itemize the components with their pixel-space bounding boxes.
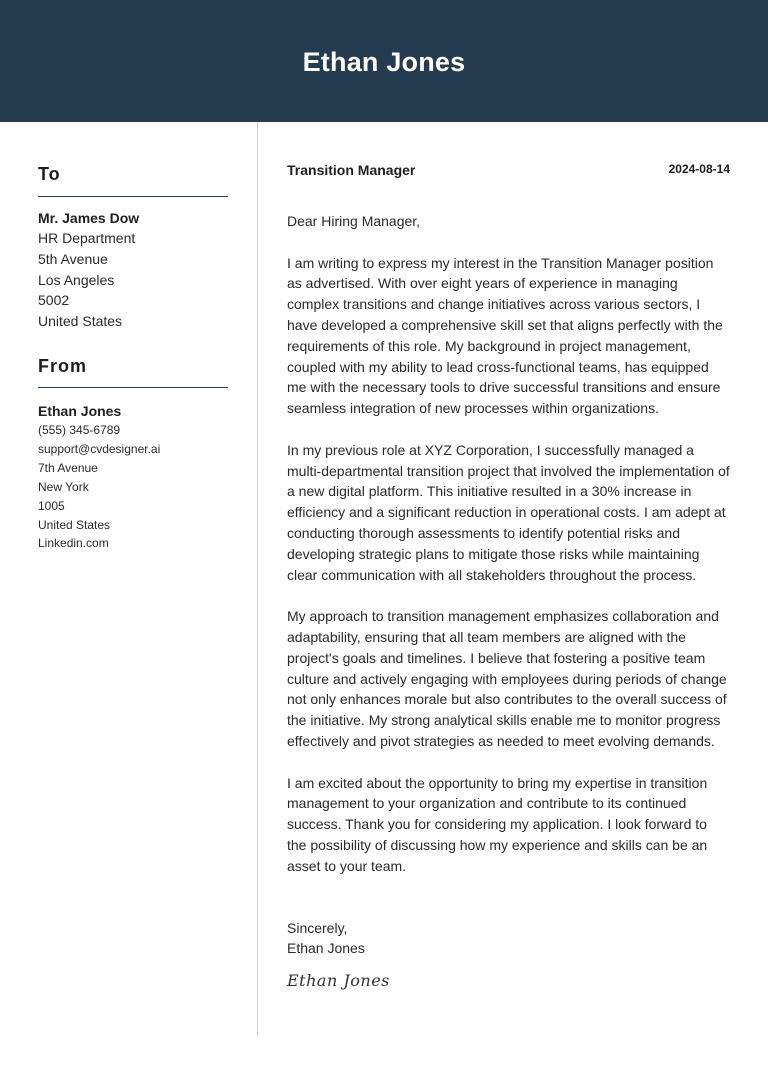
letter-date: 2024-08-14 <box>668 162 730 176</box>
from-section-rule <box>38 387 228 388</box>
recipient-city: Los Angeles <box>38 271 115 288</box>
closing: Sincerely, <box>287 919 348 936</box>
sender-email: support@cvdesigner.ai <box>38 441 161 456</box>
header-name: Ethan Jones <box>302 46 466 77</box>
recipient-block <box>38 208 139 332</box>
recipient-name: Mr. James Dow <box>38 210 140 226</box>
sender-linkedin: Linkedin.com <box>38 536 109 551</box>
paragraph-2: In my previous role at XYZ Corporation, I successfully managed a multi-departmental transition project that involved the implementation of a new digital platform. This initiative resulted in a 30% increase in efficiency and a significant reduction in operational costs. I am adept at conducting thorough assessments to identify potential risks and developing strategic plans to mitigate those risks while maintaining clear communication with all stakeholders throughout the process. <box>287 441 730 583</box>
handwritten-signature: Ethan Jones <box>287 971 390 991</box>
paragraph-1: I am writing to express my interest in the Transition Manager position as advertised. With over eight years of experience in managing complex transitions and change initiatives across various sectors, I have developed a comprehensive skill set that aligns perfectly with the requirements of this role. My background in project management, coupled with my ability to lead cross-functional teams, has equipped me with the necessary tools to drive successful transitions and ensure seamless integration of new processes within organizations. <box>287 254 723 417</box>
sender-phone: (555) 345-6789 <box>38 423 121 437</box>
recipient-country: United States <box>38 313 123 330</box>
recipient-street: 5th Avenue <box>38 250 108 267</box>
from-section-title: From <box>38 356 87 376</box>
salutation: Dear Hiring Manager, <box>287 213 421 229</box>
sender-city: New York <box>38 479 89 494</box>
sender-country: United States <box>38 517 111 532</box>
paragraph-3: My approach to transition management emphasizes collaboration and adaptability, ensuring that all team members are aligned with the project's goals and timelines. I believe that fostering a positive team culture and actively engaging with employees during periods of change not only enhances morale but also contributes to the overall success of the initiative. My strong analytical skills enable me to monitor progress effectively and pivot strategies as needed to meet evolving demands. <box>287 608 727 749</box>
sender-street: 7th Avenue <box>38 460 98 475</box>
column-divider <box>257 122 258 1036</box>
header-banner <box>0 0 768 122</box>
letter-body <box>287 211 730 992</box>
sender-block <box>38 401 160 553</box>
paragraph-4: I am excited about the opportunity to bring my expertise in transition management to your organization and contribute to its continued success. Thank you for considering my application. I look forward to the possibility of discussing how my experience and skills can be an asset to your team. <box>287 774 708 874</box>
to-section-title: To <box>38 164 61 184</box>
signer-name: Ethan Jones <box>287 940 365 957</box>
sender-zip: 1005 <box>38 498 65 513</box>
recipient-department: HR Department <box>38 230 136 246</box>
sender-name: Ethan Jones <box>38 403 122 419</box>
job-title: Transition Manager <box>287 162 416 178</box>
recipient-zip: 5002 <box>38 292 70 309</box>
to-section-rule <box>38 196 228 197</box>
